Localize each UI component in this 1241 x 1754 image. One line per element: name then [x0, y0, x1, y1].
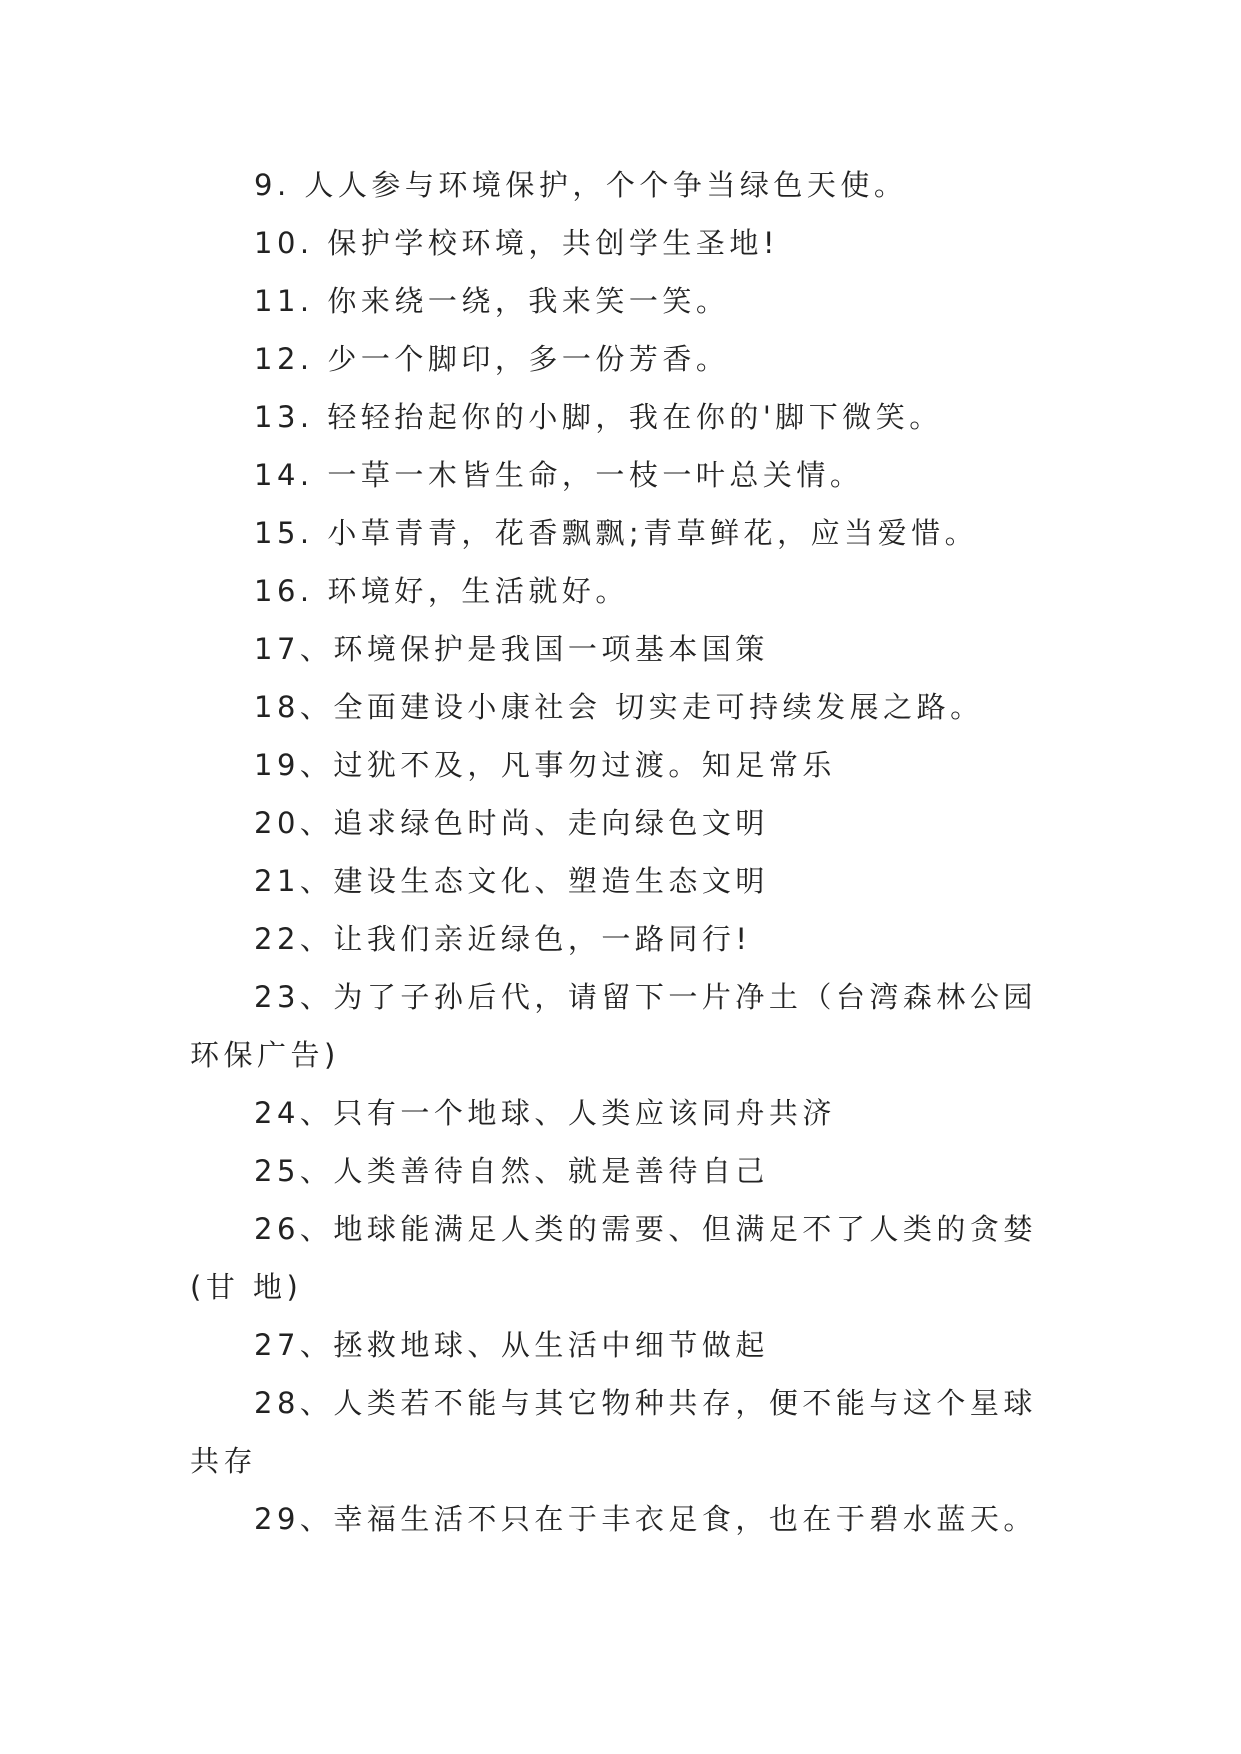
- slogan-line: 28、人类若不能与其它物种共存，便不能与这个星球共存: [190, 1386, 1037, 1478]
- slogan-list: [190, 156, 1060, 1548]
- slogan-line: 23、为了子孙后代，请留下一片净土（台湾森林公园环保广告): [190, 980, 1037, 1072]
- slogan-line: 29、幸福生活不只在于丰衣足食，也在于碧水蓝天。: [254, 1502, 1037, 1536]
- slogan-line: 24、只有一个地球、人类应该同舟共济: [254, 1096, 836, 1130]
- slogan-line: 25、人类善待自然、就是善待自己: [254, 1154, 769, 1188]
- slogan-line: 9. 人人参与环境保护，个个争当绿色天使。: [254, 168, 908, 202]
- slogan-line: 12. 少一个脚印，多一份芳香。: [254, 342, 730, 376]
- slogan-line: 15. 小草青青，花香飘飘;青草鲜花，应当爱惜。: [254, 516, 979, 550]
- slogan-line: 19、过犹不及，凡事勿过渡。知足常乐: [254, 748, 836, 782]
- slogan-line: 11. 你来绕一绕，我来笑一笑。: [254, 284, 730, 318]
- slogan-line: 13. 轻轻抬起你的小脚，我在你的'脚下微笑。: [254, 400, 943, 434]
- slogan-line: 26、地球能满足人类的需要、但满足不了人类的贪婪(甘 地): [190, 1212, 1037, 1304]
- slogan-line: 22、让我们亲近绿色，一路同行!: [254, 922, 752, 956]
- slogan-line: 18、全面建设小康社会 切实走可持续发展之路。: [254, 690, 984, 724]
- slogan-line: 16. 环境好，生活就好。: [254, 574, 629, 608]
- slogan-line: 10. 保护学校环境，共创学生圣地!: [254, 226, 779, 260]
- slogan-line: 17、环境保护是我国一项基本国策: [254, 632, 769, 666]
- slogan-line: 21、建设生态文化、塑造生态文明: [254, 864, 769, 898]
- slogan-line: 20、追求绿色时尚、走向绿色文明: [254, 806, 769, 840]
- slogan-line: 14. 一草一木皆生命，一枝一叶总关情。: [254, 458, 864, 492]
- slogan-line: 27、拯救地球、从生活中细节做起: [254, 1328, 769, 1362]
